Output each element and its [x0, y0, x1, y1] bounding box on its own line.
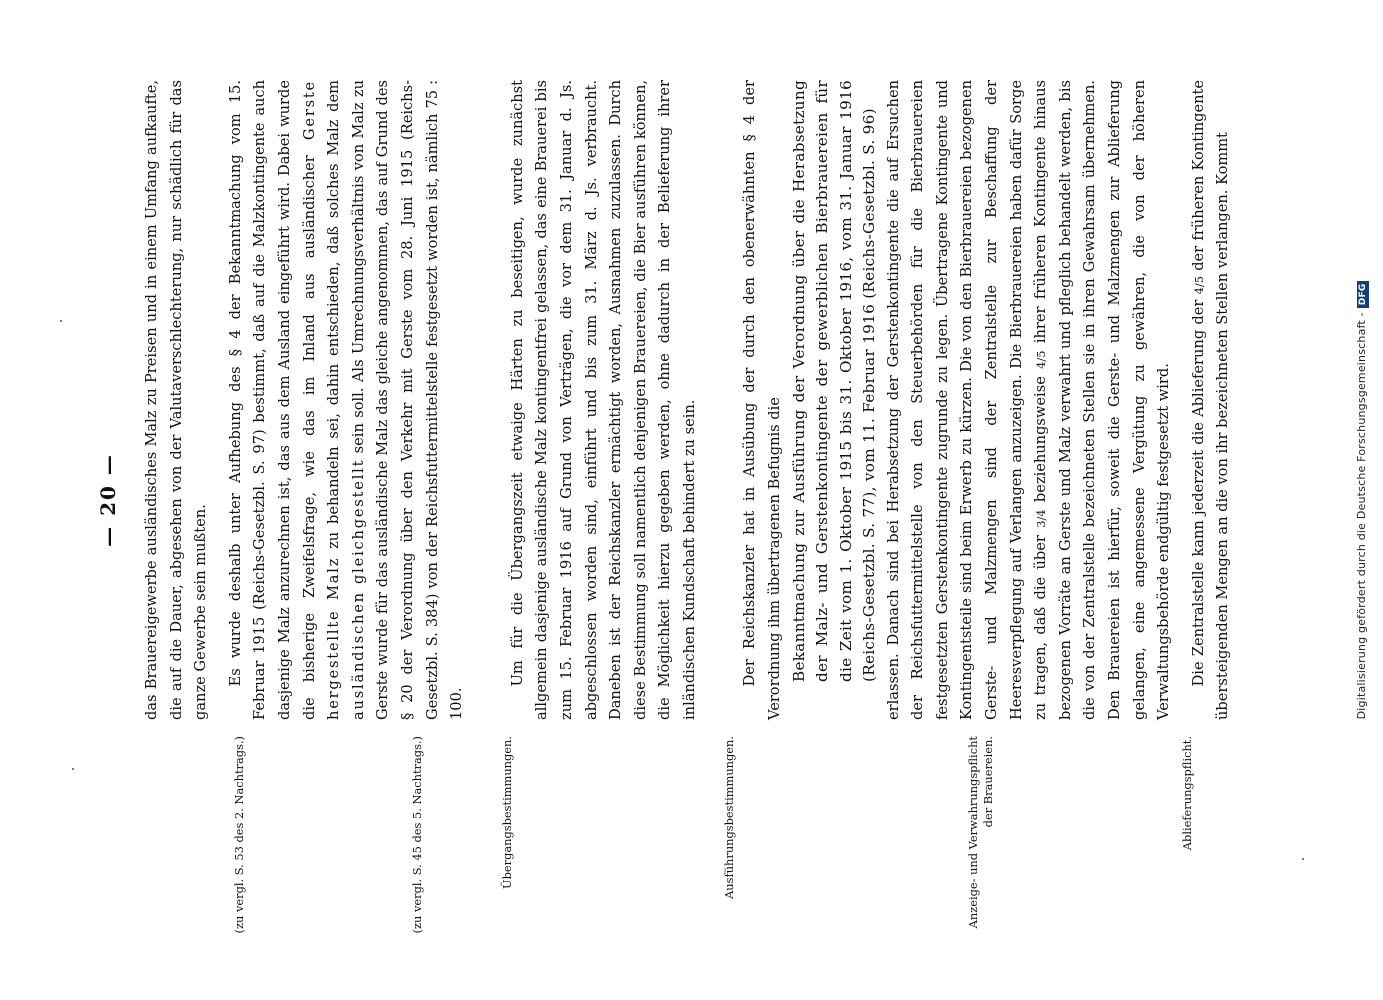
paragraph-uebergang: Um für die Übergangszeit etwaige Härten zu beseitigen, wurde zunächst allgemein dasjenige ausländische Malz kontingentfrei gelassen, das eine Brauerei bis zum 15. Februar 1916 auf Grund von Verträgen, die vor dem 31. Januar d. Js. abgeschlossen worden sind, einführt und bis zum 31. März d. Js. verbraucht. Daneben ist der Reichskanzler ermächtigt worden, Ausnahmen zuzulassen. Durch diese Bestimmung soll namentlich denjenigen Brauereien, die Bier ausführen können, die Möglichkeit hierzu gegeben werden, ohne dadurch in der Belieferung ihrer inländischen Kundschaft behindert zu sein.: [508, 80, 698, 720]
dfg-logo: DFG: [1357, 281, 1369, 309]
margin-note-ausfuehrungsbestimmungen: Ausführungsbestimmungen.: [722, 736, 736, 899]
paragraph-erlassen-part1: erlassen. Danach sind bei Herabsetzung der Gerstenkontingente die auf Ersuchen der Reichsfuttermittelstelle von den Steuerbehörden für die Bierbrauereien festgesetzten Gerstenkontingente zugrunde zu legen. Übertragene Kontingente und Kontingentsteile sind beim Erwerb zu kürzen. Die von den Bierbrauereien bezogenen Gerste- und Malzmengen sind der Zentralstelle zur Beschaffung der Heeresverpflegung auf Verlangen anzuzeigen. Die Bierbrauereien haben dafür Sorge zu tragen, daß die über: [884, 80, 1050, 720]
main-text-column: [140, 80, 1236, 720]
paragraph-aufhebung-part1: Es wurde deshalb unter Aufhebung des § 4 der Bekanntmachung vom 15. Februar 1915 (Reichs-Gesetzbl. S. 97) bestimmt, daß auf die Malzkontingente auch dasjenige Malz anzurechnen ist, das aus dem Ausland eingeführt wird. Dabei wurde die bisherige Zweifelsfrage, wie das im Inland aus ausländischer: [226, 80, 318, 720]
fraction-three-quarters: 3/4: [1034, 509, 1049, 528]
margin-note-ablieferungspflicht: Ablieferungspflicht.: [1180, 736, 1194, 851]
emphasis-gerste-malz: Gerste hergestellte Malz: [300, 80, 343, 720]
digitization-credit: [1355, 40, 1369, 960]
margin-note-uebergangsbestimmungen: Übergangsbestimmungen.: [500, 736, 514, 889]
paragraph-erlassen-part2: ihrer früheren Kontingente hinaus bezogenen Vorräte an Gerste und Malz verwahrt und pfleglich behandelt werden, bis die von der Zentralstelle bezeichneten Stellen sie in ihren Gewahrsam übernehmen. Den Brauereien ist hierfür, soweit die Gerste- und Malzmengen zur Ablieferung gelangen, eine angemessene Vergütung zu gewähren, die von der höheren Verwaltungsbehörde endgültig festgesetzt wird.: [1032, 80, 1173, 720]
scan-speck: [72, 768, 74, 770]
paragraph-ablieferung-part2: der früheren Kontingente übersteigenden Mengen an die von ihr bezeichneten Stellen verlangen. Kommt: [1189, 79, 1232, 720]
emphasis-gleichgestellt: ausländischen gleichgestellt: [349, 458, 367, 720]
paragraph-aufhebung-part2: zu behandeln sei, dahin entschieden, daß solches Malz dem: [325, 80, 343, 557]
scan-speck: [60, 320, 62, 322]
paragraph-ablieferung-part1: Die Zentralstelle kann jederzeit die Ablieferung der: [1189, 294, 1207, 687]
paragraph-erlassen: [882, 80, 1177, 720]
page-number: — 20 —: [96, 453, 120, 547]
digitization-credit-text: Digitalisierung gefördert durch die Deutsche Forschungsgemeinschaft -: [1355, 312, 1368, 720]
quoted-bekanntmachung: Bekanntmachung zur Ausführung der Verordnung über die Herabsetzung der Malz- und Gerstenkontingente der gewerblichen Bierbrauereien für die Zeit vom 1. Oktober 1915 bis 31. Oktober 1916, vom 31. Januar 1916 (Reichs-Gesetzbl. S. 77), vom 11. Februar 1916 (Reichs-Gesetzbl. S. 96): [789, 80, 879, 682]
fraction-four-fifths-b: 4/5: [1191, 276, 1206, 295]
margin-note-anzeigepflicht: Anzeige- und Verwahrungspflicht der Brauereien.: [966, 736, 995, 929]
paragraph-reichskanzler: Der Reichskanzler hat in Ausübung der durch den obenerwähnten § 4 der Verordnung ihm übertragenen Befugnis die: [741, 80, 784, 720]
margin-note-nachtrag-2: (zu vergl. S. 53 des 2. Nachtrags.): [232, 736, 246, 934]
paragraph-malz-import: das Brauereigewerbe ausländisches Malz zu Preisen und in einem Umfang aufkaufte, die auf die Dauer, abgesehen von der Valutaverschlechterung, nur schädlich für das ganze Gewerbe sein mußten.: [143, 80, 210, 720]
paragraph-aufhebung: [224, 80, 470, 720]
paragraph-erlassen-pre: beziehungsweise: [1032, 368, 1050, 503]
scan-speck: [1302, 858, 1304, 860]
fraction-four-fifths-a: 4/5: [1034, 350, 1049, 369]
margin-note-nachtrag-5: (zu vergl. S. 45 des 5. Nachtrags.): [410, 736, 424, 934]
paragraph-ablieferung: [1187, 80, 1236, 720]
paragraph-aufhebung-part3: sein soll. Als Umrechnungsverhältnis von Malz zu Gerste wurde für das ausländische Malz das gleiche angenommen, das auf Grund des § 20 der Verordnung über den Verkehr mit Gerste vom 28. Juni 1915 (Reichs-Gesetzbl. S. 384) von der Reichsfuttermittelstelle festgesetzt worden ist, nämlich 75 : 100.: [349, 80, 466, 720]
